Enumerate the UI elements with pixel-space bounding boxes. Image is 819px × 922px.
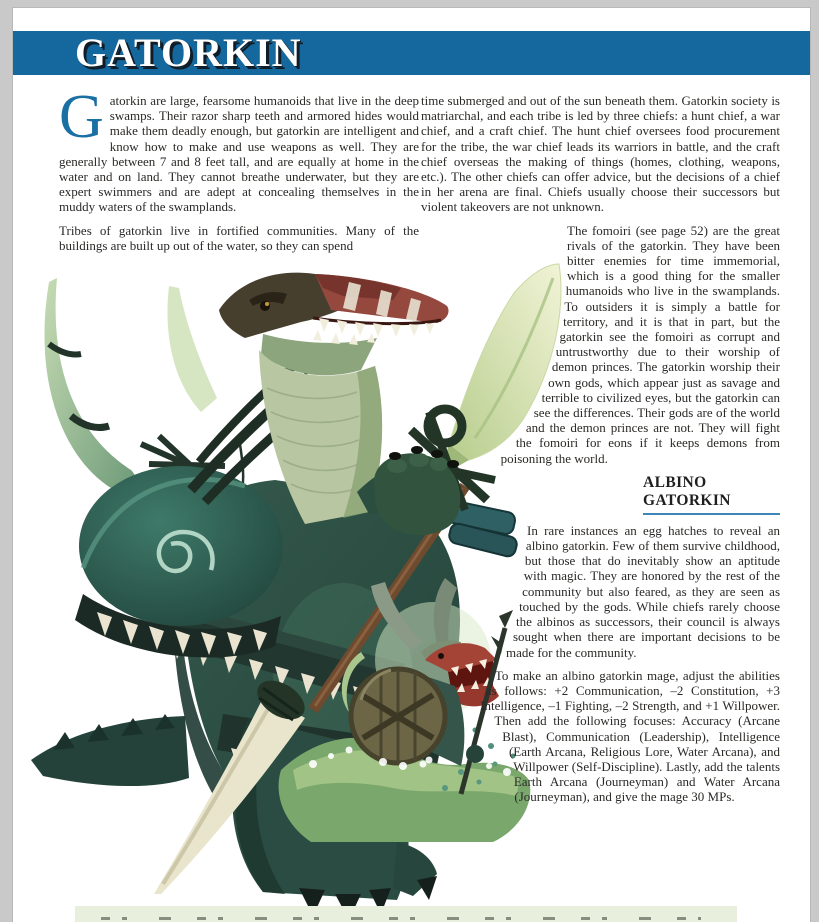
shoulder-pauldron xyxy=(75,466,283,658)
albino-gatorkin-heading: ALBINO GATORKIN xyxy=(643,474,780,515)
book-page xyxy=(13,8,810,922)
tribes-paragraph: Tribes of gatorkin live in fortified communities. Many of the buildings are built up out of the water, so they can spend xyxy=(59,222,419,253)
albino-paragraph-1: In rare instances an egg hatches to reveal an albino gatorkin. Few of them survive childhood, but those that do inevitably show an aptitude with magic. They are honored by the rest of the community but also feared, as they are seen as touched by the gods. While chiefs rarely choose the albinos as successors, their council is always sought when there are important decisions to be made for the community. xyxy=(421,523,780,660)
fomoiri-paragraph: The fomoiri (see page 52) are the great rivals of the gatorkin. They have been bitter enemies for time immemorial, which is a good thing for the smaller humanoids who live in the swamplands. To outsiders it is simply a battle for territory, and it is that in part, but the gatorkin see the fomoiri as corrupt and untrustworthy due to their worship of demon princes. The gatorkin worship their own gods, which appear just as savage and terrible to civilized eyes, but the gatorkin can see the differences. Their gods are of the world and the demon princes are not. They will fight the fomoiri for eons if it keeps demons from poisoning the world. xyxy=(421,223,780,466)
illustration-text-wrap-heading xyxy=(567,474,643,500)
society-paragraph: time submerged and out of the sun beneath them. Gatorkin society is matriarchal, and each tribe is led by three chiefs: a hunt chief, a war chief, and a craft chief. The hunt chief oversees food procurement for the tribe, the war chief leads its warriors in battle, and the craft chief overseas the making of things (homes, clothing, weapons, etc.). The other chiefs can offer advice, but the decisions of a chief in her arena are final. Chiefs usually choose their successors but violent takeovers are not unknown. xyxy=(421,93,780,215)
right-column xyxy=(421,93,780,867)
cutoff-text-sliver xyxy=(101,917,701,920)
intro-paragraph: Gatorkin are large, fearsome humanoids that live in the deep swamps. Their razor sharp teeth and armored hides would make them deadly enough, but gatorkin are intelligent and know how to make and use weapons as well. They are generally between 7 and 8 feet tall, and are equally at home in the water and on land. They cannot breathe underwater, but they are expert swimmers and are adept at concealing themselves in the muddy waters of the swamplands. xyxy=(59,83,419,215)
albino-paragraph-2: To make an albino gatorkin mage, adjust the abilities as follows: +2 Communication, –2 Constitution, +3 Intelligence, –1 Fighting, –2 Strength, and +1 Willpower. Then add the following focuses: Accuracy (Arcane Blast), Communication (Leadership), Intelligence (Earth Arcana, Religious Lore, Water Arcana), and Willpower (Self-Discipline). Lastly, add the talents Earth Arcana (Journeyman) and Water Arcana (Journeyman), and give the mage 30 MPs. xyxy=(480,667,780,805)
left-column xyxy=(59,83,419,261)
page-title: GATORKIN xyxy=(75,30,302,75)
drop-cap: G xyxy=(59,83,104,151)
title-banner xyxy=(13,31,810,75)
tail xyxy=(31,714,189,786)
cutoff-sidebar-box xyxy=(75,906,737,922)
